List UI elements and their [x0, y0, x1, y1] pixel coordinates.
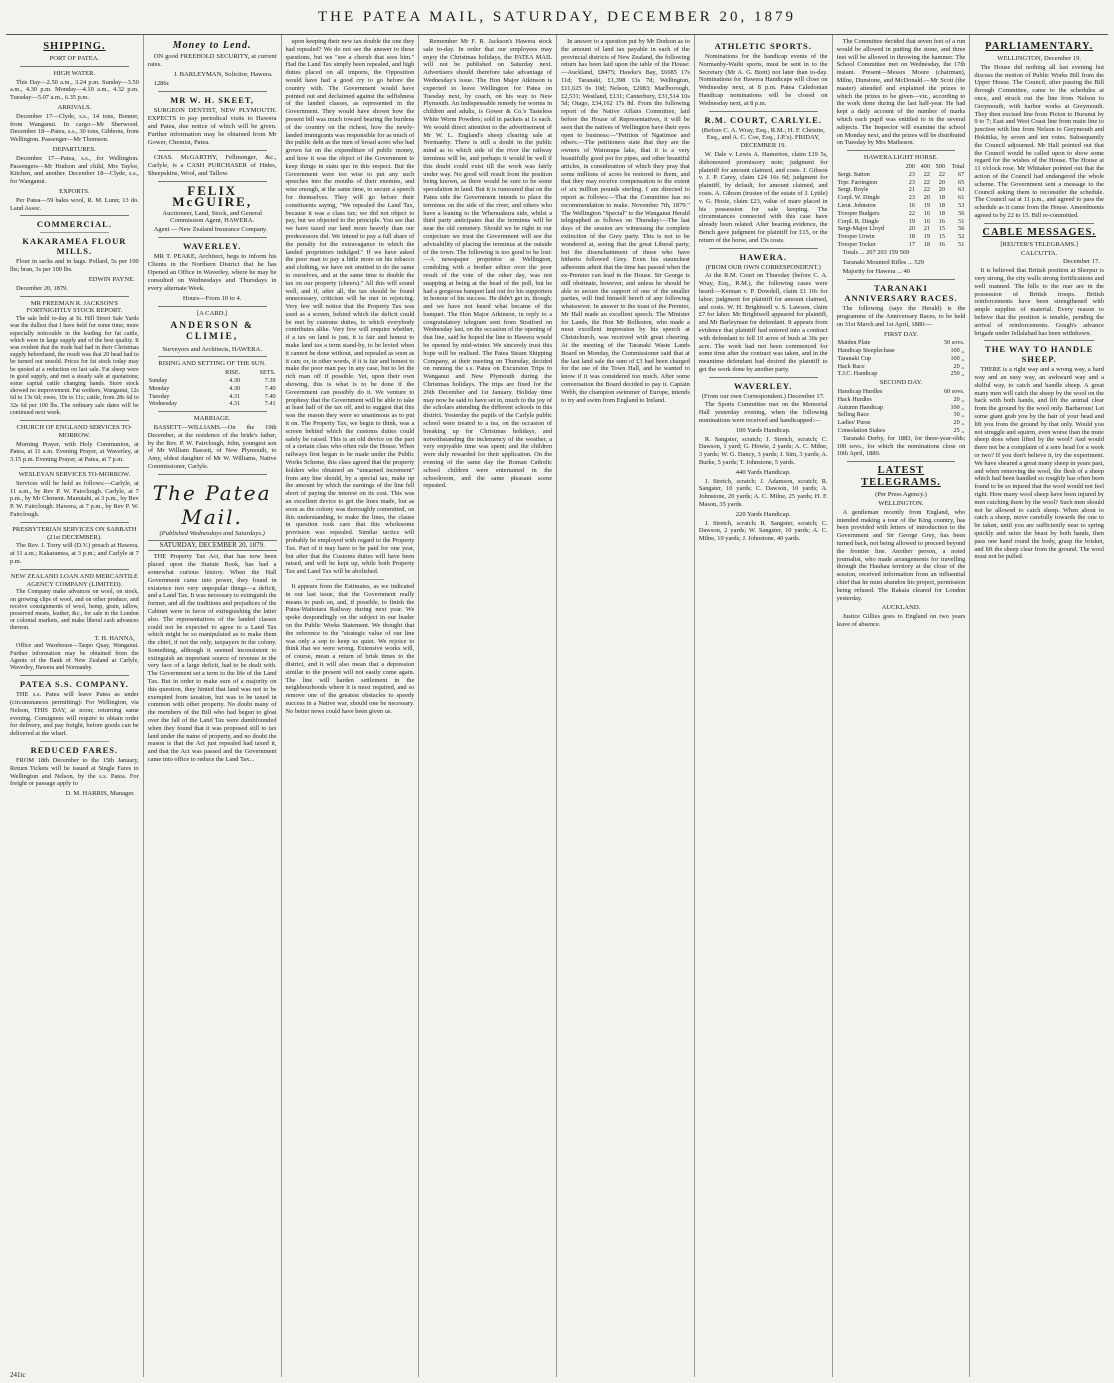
hours-text: Hours—From 10 to 4.: [182, 294, 242, 302]
patea-company-text: THE s.s. Patea will leave Patea as under (circumstances permitting): For Wellington, via Nelson, THIS DAY, at noon; returning same evening. Consignees will require to obtain order for delivery, and pay freight, before goods can be delivered at the wharf.: [10, 691, 139, 738]
table-cell: 61: [958, 194, 965, 202]
sun-col-header: SETS.: [259, 369, 276, 377]
mcgarthy-notice: CHAS. McGARTHY, Fellmonger, &c., Carlyle, is a CASH PURCHASER of Hides, Sheepskins, Wool, and Tallow.: [147, 153, 277, 177]
court-heading: R.M. COURT, CARLYLE.: [704, 114, 822, 125]
departures-text: December 17—Patea, s.s., for Wellington. Passengers—Mr Hudson and child, Mrs Taylor, Kitchen, and another. December 18—Clyde, s.s., for Wanganui.: [10, 154, 139, 186]
peake-text: MR T. PEAKE, Architect, begs to inform his Clients in the Northern District that he has Opened an Office in Waverley, where he may be consulted on Wednesdays and Thursdays in every alternate Week.: [147, 252, 277, 292]
nz-loan-text: The Company make advances on wool, on stock, on growing clips of wool, and on other produce, and receive consignments of wool, hemp, grain, tallow, preserved meats, leather, &c., for sale in the London or colonial markets, and make liberal cash advances thereon.: [10, 589, 139, 632]
race-prize: 25 ,,: [953, 427, 965, 435]
race-prize: 100 ,,: [950, 347, 965, 355]
leader-continued: upon keeping their new tax double the one they had repealed? We do not see the answer to these questions, but we "see a cherub that sees him." Had the Land Tax simply been repealed, and high duties placed on all imports, the Opposition would have had a good cry to go before the country with. The Government would have pointed out and declaimed against the selfishness of the landed classes, as represented in the Government. They would have shown how the present bill was much toward bearing the burdens of the country on the richest, how the newly-landed immigrants was responsible for as much of the public debt as the men of broad acres who had grown fat on the expenditure of public money, and how it was the object of the Government to keep things in statu quo in this respect. But the Government were too wise to put any such speeches into the mouths of their enemies, and wise enough, at the same time, to secure a speech for themselves. They will go before their constituents saying, "We repealed the Land Tax, because it was a class tax; we did not object to pay, but we objected to the principle. You see that we have taxed our land more heavily than our predecessors did. We intend to pay a full share of the penalty for the extravagance in which the landed proprietors indulged." If we have asked the poor man to pay a little more on his tobacco and clothing, we have not omitted to do the same to ourselves, and at the same time to double the tax on our property (cheers)." All this will sound well, and if, after all, the tax should be found unnecessary, criticism will be met in rejoicing. Very few will notice that the Property Tax was used as a screen, behind which the deficit could be met by customs duties, to which everybody contributes alike. Very few will enquire whether, if a tax on land is just, it is fair and honest to make land tax a term stand-by, to be levied when it cannot be done without, and repealed as soon as it can; or, in other words, if it is fair and honest to make the poor man pay in any case, but to let the rich man off if possible. Yet, upon their own showing, this is what is to be done if the Government can possibly do it. We venture to prophesy that the Government will be able to take at least half of the tax off, and to suggest that this was the reason they were so unanimous as to put it on. The Property Tax, we begin to think, was a screen behind which the customs duties could safely be raised. This is an old device on the part of a certain class who often rule the House. When railways first began to be made under the Public Works Scheme, this class agreed that the property holders who obtained an "unearned increment" from any line should, by a special tax, make up the amount by which the earnings of the line fell short of paying the interest on its cost. This was an excellent device to get the lines made, but as soon as the colony was thoroughly committed, on this understanding, to make the lines, the clause in question took care that this wholesome provision was repealed. Similar tactics will probably be employed with regard to the Property Tax. Part of it may have to be paid for one year, but after that the Customs duties will have been raised, and will be kept up, while both Property Tax and Land Tax will be abolished.: [285, 38, 415, 576]
table-row: [837, 179, 966, 187]
race-name: Autumn Handicap: [837, 403, 884, 411]
calcutta-text: It is believed that British position at Sherpur is very strong, the city walls strong fortifications and well manned. The hills to the rear are in the possession of British troops. British reinforcements have been strengthened with ample supplies of material. Every reason to believe that the position is tenable, pending the arrival of reinforcements. Gough's advance brigade under Jellalabad has been withdrawn.: [974, 267, 1104, 337]
table-cell: 16: [938, 217, 945, 225]
race-prize: 100 ,,: [950, 354, 965, 362]
anniversary-heading: TARANAKI ANNIVERSARY RACES.: [844, 283, 958, 304]
race-name: Selling Race: [837, 411, 870, 419]
paper-date: SATURDAY, DECEMBER 20, 1879.: [148, 540, 277, 552]
table-row: [837, 233, 966, 241]
hanna-signature: T. H. HANNA,: [94, 634, 135, 642]
race-name: Handicap Steeplechase: [837, 347, 895, 355]
table-cell: 16: [923, 209, 930, 217]
harris-signature: D. M. HARRIS, Manager.: [65, 790, 135, 798]
felix-agent: Agent — New Zealand Insurance Company.: [153, 226, 268, 234]
sun-set: 7.39: [264, 376, 276, 384]
table-cell: 22: [923, 170, 930, 178]
table-cell: 21: [908, 186, 915, 194]
table-row: [148, 400, 277, 408]
table-row: [837, 194, 966, 202]
table-cell: 63: [958, 186, 965, 194]
money-heading: Money to Lend.: [172, 40, 252, 51]
table-cell: Trooper Budgers: [837, 209, 880, 217]
waverley-heading: WAVERLEY.: [182, 240, 242, 251]
table-cell: 17: [908, 240, 915, 248]
table-cell: 65: [958, 178, 965, 186]
race-name: T.J.C. Handicap: [837, 370, 878, 378]
race-name: Ladies' Purse: [837, 419, 871, 427]
sun-col-header: RISE.: [225, 369, 241, 377]
second-day-heading: SECOND DAY.: [879, 379, 923, 387]
table-cell: Trooper Urwin: [837, 233, 875, 241]
race-prize: 20 ,,: [953, 362, 965, 370]
sun-set: 7.41: [264, 400, 276, 408]
cable-sub: [REUTER'S TELEGRAMS.]: [1000, 240, 1078, 248]
table-row: [837, 388, 966, 396]
table-row: [837, 355, 966, 363]
race-prize: 20 ,,: [953, 419, 965, 427]
parliamentary-text: The House did nothing all last evening but discuss the motion of Public Works Bill from the Upper House. The Council, after passing the Bill through Committee, came to the schedules at once, and struck out the line from Nelson to Greymouth, with harbor works at Greymouth. They then excised line from Picton to Hurunui by 9 to 7; East and West Coast line from main line to junction with line from Nelson to Greymouth and Hokitika, by seven and ten votes. Subsequently the Council adjourned. Mr Hall pointed out that the Council would be called upon to show some regard for the wishes of the House. The House at 11 o'clock rose. Mr Whitaker pointed out that the action of the Council had endangered the whole scheme. The Government sent a message to the Council asking them to reconsider the schedule. The Council sat at 11 p.m., and agreed to pass the schedule as it came from the House. Amendments agreed to by 22 to 15. Bill re-committed.: [974, 63, 1104, 219]
kakaramea-heading: KAKARAMEA FLOUR MILLS.: [22, 236, 127, 257]
column-4: [419, 35, 557, 1377]
table-cell: 23: [908, 178, 915, 186]
reduced-fares-heading: REDUCED FARES.: [30, 744, 119, 755]
latest-telegrams-sub: (Per Press Agency.): [875, 491, 927, 499]
arrivals-heading: ARRIVALS.: [57, 103, 92, 111]
railway-text: It appears from the Estimates, as we indicated in our last issue, that the Government really means to push on, and, if possible, to finish the Patea-Waitotara Railway during next year. We spoke despondingly on the subject in our leader on the Public Works Statement. We thought that the reference to the "strategic value of our line was only a sop to keep us quiet. We rejoice to think that we were wrong. Extensive works will, of course, mean a return of brisk times to the district, and it will also mean that a depression similar to the present will not easily come again. The line will harden settlement in the neighbourhoods where it is most required, and so remove one of the greatest obstacles to speedy success in a Native war, should one be necessary. No better news could have been given us.: [285, 582, 415, 715]
barleyman-signature: J. BARLEYMAN, Solicitor, Hawera.: [173, 71, 273, 78]
table-cell: 19: [908, 217, 915, 225]
cable-heading: CABLE MESSAGES.: [982, 226, 1096, 238]
table-row: [837, 186, 966, 194]
departures-heading: DEPARTURES.: [52, 145, 96, 153]
anniversary-text: The following (says the Herald) is the programme of the Anniversary Races, to be held on 31st March and 1st April, 1880:—: [836, 305, 966, 328]
sun-set: 7.40: [264, 384, 276, 392]
table-cell: Lieut. Johnston: [837, 201, 876, 209]
table-cell: 23: [908, 194, 915, 202]
race-prize: 100 ,,: [950, 403, 965, 411]
target-col-header: 200: [905, 162, 915, 170]
parliamentary-sub: WELLINGTON, December 19.: [997, 55, 1082, 62]
table-cell: 22: [923, 186, 930, 194]
court-subheading: (Before C. A. Wray, Esq., R.M.; H. F. Christie, Esq., and A. C. Coe, Esq., J.P.'s). FRIDAY, DECEMBER 19.: [701, 126, 825, 150]
anderson-text: Surveyors and Architects, HAWERA.: [162, 345, 262, 353]
latest-telegrams-heading: LATEST TELEGRAMS.: [861, 465, 941, 489]
table-cell: 52: [958, 233, 965, 241]
first-day-heading: FIRST DAY.: [883, 330, 918, 338]
table-cell: 15: [938, 225, 945, 233]
paper-subtitle: (Published Wednesdays and Saturdays.): [159, 529, 265, 537]
payne-signature: EDWIN PAYNE.: [88, 275, 135, 283]
table-row: [837, 210, 966, 218]
handicap-100-text: R. Sangster, scratch; J. Stretch, scratch; C. Dawson, 1 yard; G. Howie, 2 yards; A. C. Milne, 3 yards; W. G. Dancy, 3 yards; J. Sim, 3 yards; A. Burke, 5 yards; T. Johnstone, 5 yards.: [698, 435, 828, 467]
table-cell: Sergt. Boyle: [837, 186, 869, 194]
sun-day: Wednesday: [148, 400, 178, 408]
money-text: ON good FREEHOLD SECURITY, at current rates.: [147, 53, 277, 68]
court-text: W. Dale v. Lewis A. Hamerton, claim £19 5s, dishonoured promissory note; judgment for plaintiff for amount claimed, and costs. J. Gibson v. J. P. Carey, claim £24 16s 6d; judgment for plaintiff, by default, for amount claimed, and costs. A. Gibson (trustee of the estate of J. Lyttle) v. G. Hosie, claim £23, value of mare placed in his possession for sale keeping. The circumstances connected with this case have already been related. After hearing evidence, the Bench gave judgment for plaintiff for £15, or the return of the horse, and 15s costs.: [698, 150, 828, 244]
nz-loan-heading: NEW ZEALAND LOAN AND MERCANTILE AGENCY COMPANY (LIMITED).: [10, 572, 139, 588]
table-cell: 16: [923, 217, 930, 225]
target-col-header: 500: [935, 162, 945, 170]
athletic-heading: ATHLETIC SPORTS.: [714, 41, 812, 51]
table-row: [837, 427, 966, 435]
stock-report-text: The sale held to-day at St. Hill Street Sale Yards was the dullest that I have held for some time; more especially noticeable in the leading for fat cattle, which were in large supply and of the best quality. It was evident that the trade had had in their Christmas supply beforehand, the result was that 20 head had to be turned out unsold. Prices for fat stock today may be quoted at a reduction on last sale. Fat sheep were in good supply, and met a steady sale at quotations; some capital cattle changing hands. Store stock showed no improvement. Fat wethers, Wanganui, 12s 6d to 13s 6d; ewes, 10s to 11s; cattle, from 28s 6d to 32s 6d per 100 lbs. The ordinary sale dates will be continued next week.: [10, 316, 139, 416]
wesleyan-text: Services will be held as follows:—Carlyle, at 11 a.m., by Rev P. W. Fairclough. Carlyle, at 7 p.m., by Mr Clement. Manutahi, at 3 p.m., by Rev P. W. Fairclough. Hawera, at 7 p.m., by Rev P. W. Fairclough.: [10, 479, 139, 518]
marriage-heading: MARRIAGE.: [193, 415, 231, 423]
handicap-440-text: J. Stretch, scratch; J. Adamson, scratch; R. Sangster, 10 yards; C. Dawson, 10 yards; A. Johnstone, 20 yards; A. C. Milne, 25 yards; H. F. Mason, 35 yards.: [698, 477, 828, 509]
anderson-heading: ANDERSON & CLIMIE,: [170, 320, 254, 342]
high-water-heading: HIGH WATER.: [53, 69, 96, 77]
table-cell: 22: [923, 178, 930, 186]
waverley-text: The Sports Committee met on the Memorial Hall yesterday evening, when the following nominations were received and handicapped:—: [698, 401, 828, 425]
column-5: [557, 35, 695, 1377]
table-row: [837, 370, 966, 378]
presbyterian-text: The Rev. J. Torry will (D.V.) preach at Hawera, at 11 a.m.; Kakaramea, at 3 p.m.; and Carlyle at 7 p.m.: [10, 542, 139, 565]
sun-table: [148, 369, 277, 408]
table-row: [837, 363, 966, 371]
target-col-header: 400: [920, 162, 930, 170]
table-cell: 18: [938, 209, 945, 217]
race-prize: 20 ,,: [953, 395, 965, 403]
felix-heading: FELIX McGUIRE,: [172, 182, 253, 209]
handicap-440-heading: 440 Yards Handicap.: [735, 468, 791, 476]
race-prize: 30 ,,: [953, 411, 965, 419]
table-cell: 20: [923, 194, 930, 202]
table-row: [837, 225, 966, 233]
table-cell: 20: [938, 178, 945, 186]
arrivals-text: December 17—Clyde, s.s., 14 tons, Bonner, from Wanganui. In cargo—Mr Sherwood. December 18—Patea, s.s., 30 tons, Gibbons, from Wellington. Passenger—Mr Thomson.: [10, 112, 139, 144]
school-text: The Committee decided that seven feet of a run would be allowed in putting the stone, and three feet will be allowed in throwing the hammer. The School Committee met on Wednesday, the 17th instant. Present—Messrs Moore (chairman), Milne, Dunstone, and McDonald.—Mr Scott (the master) attended and explained the prizes to which the prizes to be given—viz., according to the work done during the last half-year. He had kept a daily account of the number of marks which each pupil was entitled to in the several subjects. The Inspector will examine the school on Monday next, and the prizes will be distributed on Tuesday by Mrs Matheson.: [836, 38, 966, 147]
hawera-text: At the R.M. Court on Thursday (before C. A. Wray, Esq., R.M.), the following cases were heard:—Kennan v. P. Dowdell, claim £1 10s for labor; judgment for plaintiff for amount claimed, and costs. W. H. Brightwell v. S. Lawson, claim £7 for labor. Mr Brightwell appeared for plaintiff, and Mr Barleyman for defendant. It appears from evidence that plaintiff had entered into a contract with defendant to fell 10 acres of bush at 30s per acre. The work had not been commenced for some time after the contract was taken, and in the meantime defendant had desired the plaintiff to get the work done by another party.: [698, 272, 828, 373]
handicap-100-heading: 100 Yards Handicap.: [735, 426, 791, 434]
local-news-text: Remember Mr F. R. Jackson's Hawera stock sale to-day. In order that our employees may enjoy the Christmas holidays, the PATEA MAIL will not be published on Saturday next. Advertisers should therefore take advantage of Wednesday's issue. The Hon Major Atkinson is expected to leave Wellington for Patea on Tuesday next, by coach, on his way to New Plymouth. An indispensable remedy for worms in children and adults, is Gower & Co.'s Tasteless White Worm Powders; sold in packets at 1s each. We would direct attention to the advertisement of Mr W. L. England's sheep clearing sale at Normanby. There is still a doubt in the public mind as to which side of the river the railway terminus will be, and perhaps it would be well if this doubt could exist till the work was fairly under way. No good will result from the position being known, as there would be sure to be some speculation in land. But it is rumoured that on the Patea side the Government intends to place the terminus on the side of the river, and others who have a leaning to the Whenuakura side, whilst a third party anticipates that the terminus will be near the old cemetery. Should we be right in our conjecture we trust the Government will see the advisability of placing the terminus at the outside of the town. The following is too good to be lost:—A newspaper proprietor at Wellington, condoling with a brother editor over the poor result of the vote of the other day, was not snapping at being at the head of the poll, but he had a gorgeous banquet laid out for his supporters in honour of his success. He didn't get in, though; and we have not heard what became of the banquet. The Hon Major Atkinson, in reply to a congratulatory telegram sent from Stratford on Wednesday last, on the occasion of the opening of that line, said he hoped the line to Hawera would be opened by mid-winter. We sincerely trust this hope will be realised. The Patea Steam Shipping Company, at their meeting on Thursday, decided on running the s.s. Patea on Excursion Trips to Wanganui and New Plymouth during the Christmas holidays. The trips are fixed for the 26th December and 1st January. Holiday time may now be said to have set in, much to the joy of the scholars attending the different schools in this district. Yesterday the pupils of the Carlyle public school were treated to a tea, on the occasion of breaking up for Christmas holidays, and notwithstanding the inclemency of the weather, a very enjoyable time was spent; and the children were duly rewarded for their application. On the evening of the same day the Roman Catholic school children were entertained in the schoolroom, and the same pleasant scene repeated.: [423, 38, 553, 490]
agent-text: Office and Warehouse—Taupo Quay, Wanganui. Further information may be obtained from the Agents of the Bank of New Zealand at Carlyle, Waverley, Hawera and Normanby.: [10, 643, 139, 671]
money-date: 1286c: [153, 79, 170, 87]
sun-col-header: [148, 369, 208, 377]
table-cell: 18: [908, 233, 915, 241]
race-name: Consolation Stakes: [837, 427, 886, 435]
marriage-text: BASSETT—WILLIAMS.—On the 19th December, at the residence of the bride's father, by the Rev. P. W. Fairclough, John, youngest son of Mr William Bassett, of New Plymouth, to Amy, eldest daughter of Mr W. Williams, Native Commissioner, Carlyle.: [147, 423, 277, 470]
column-6: [695, 35, 833, 1377]
sun-rise: 4.30: [229, 384, 241, 392]
card-label: [A CARD.]: [196, 309, 228, 317]
table-cell: Trooper Tocker: [837, 240, 876, 248]
table-cell: 16: [908, 201, 915, 209]
target-table: [837, 163, 966, 249]
patea-company-heading: PATEA S.S. COMPANY.: [19, 679, 129, 690]
table-cell: 20: [938, 186, 945, 194]
table-row: [837, 396, 966, 404]
wellington-text: A gentleman recently from England, who intended making a tour of the King country, has been provided with letters of introduction to the Government and Sir George Grey, has been turned back, not being allowed to proceed beyond the frontier line. Another person, a noted journalist, who made arrangements for travelling through the Hauhau territory at the close of the session, received information from an influential chief that he must abandon his project, permission being refused. The Rakaia cleared for London yesterday.: [836, 508, 966, 602]
table-cell: Sergt. Sutton: [837, 170, 870, 178]
parliamentary-heading: PARLIAMENTARY.: [985, 41, 1094, 52]
table-row: [148, 393, 277, 401]
sun-heading: RISING AND SETTING OF THE SUN.: [158, 360, 266, 368]
table-cell: Corpl. W. Dingle: [837, 194, 880, 202]
sheep-text: THERE is a right way and a wrong way, a hard way and an easy way, an awkward way and a skilful way, to catch and handle sheep. A great many men will catch the sheep by the wool on the back with both hands, and lift the animal clear from the ground by the wool only. Barbarous! Let some giant grab you by the hair of your head and lift you from the ground by that only. Would you not struggle and squirm, even worse than the mute sheep does when lifted by the wool? And would there not be a complaint of a sore head for a week or two? If you don't believe it, try the experiment. We have sheared a great many sheep in years past, and when removing the wool, the flesh of a sheep which had been handled so roughly has often been found to be so injured that the wool would not feel right. How many wool sheep have been injured by men catching them by the wool? Such men should not be allowed to catch sheep. When about to catch a sheep, move carefully towards the one to be taken, until you are sufficiently near to spring quickly and seize the beast by both hands, then pass one hand round the body, grasp the brisket, and lift the sheep clear from the ground. The wool must not be pulled.: [974, 366, 1104, 561]
table-cell: 16: [938, 240, 945, 248]
wellington-heading: WELLINGTON.: [878, 500, 924, 508]
first-day-table: [837, 339, 966, 378]
exports-text: Per Patea—59 bales wool, R. M. Lunn; 13 do. Land Assoc.: [10, 196, 139, 212]
table-cell: 67: [958, 170, 965, 178]
table-cell: 23: [908, 170, 915, 178]
handicap-220-heading: 220 Yards Handicap.: [735, 510, 791, 518]
table-cell: 51: [958, 240, 965, 248]
parliamentary-news-text: In answer to a question put by Mr Dodson as to the amount of land tax payable in each of the provincial districts of New Zealand, the following return has been laid upon the table of the House:—Auckland, £8475; Hawke's Bay, £6685 17s 11d; Taranaki, £1,398 13s 7d; Wellington, £11,625 0s 10d; Nelson, £2083; Marlborough, £2,531; Westland, £131; Canterbury, £31,514 10s 5d; Otago, £34,162 17s 8d. From the following report of the Native Affairs Committee, laid before the House of Representatives, it will be seen that the natives of Wellington have their eyes open to business:—"Petition of Ngatimoe and others.—The petitioners state that they are the owners of Wairarapa lake, that it is a very beautifully good pot for pipes, and other beautiful articles, in consideration of which they pray that some millions of acres be restored to them, and that they may receive compensation to the extent of six million pounds sterling. I am directed to report as follows:—That the Committee has no recommendation to make. November 7th, 1879." The Wellington "Special" to the Wanganui Herald telegraphed as follows on Thursday:—The last days of the session are witnessing the complete extinction of the Grey party. This is not to be wondered at, seeing that the great Liberal party, but the disenchantment of those who have hitherto followed Grey. Even his staunchest adherents admit that the time has passed when the ex-Premier can lead in the House. Sir George is still obstinate, however, and unless he should be able to secure the support of one of the smaller parties, will find himself bereft of any following whatsoever. In answer to the toast of the Premier, Mr Hall made an excellent speech. The Minister for Lands, the Hon Mr Rolleston, who made a most excellent impression by his speech at Christchurch, was received with great cheering. At the meeting of the Taranaki Waste Lands Board on Monday, the Commissioner said that at the last land sale the sum of £3 had been charged for the use of the Town Hall, and he wanted to know if it was considered too much. After some conversation the Board decided to pay it. Captain Webb, the champion swimmer of Europe, intends to try and swim from England to Ireland.: [561, 38, 690, 404]
table-row: [837, 411, 966, 419]
table-cell: 22: [908, 209, 915, 217]
table-cell: 56: [958, 225, 965, 233]
felix-text: Auctioneer, Land, Stock, and General Commission Agent, HAWERA.: [162, 209, 262, 225]
calcutta-heading: CALCUTTA.: [1021, 249, 1058, 257]
sun-day: Monday: [148, 384, 170, 392]
target-heading: HAWERA LIGHT HORSE.: [863, 154, 939, 162]
auckland-text: Justice Gillies goes to England on two years leave of absence.: [836, 613, 966, 628]
sun-day: Tuesday: [148, 392, 170, 400]
shipping-heading: SHIPPING.: [43, 41, 106, 52]
kakaramea-text: Flour in sacks and in bags. Pollard, 5s per 100 lbs; bran, 3s per 100 lbs.: [10, 258, 139, 274]
sun-rise: 4.31: [229, 392, 241, 400]
derby-text: Taranaki Derby, for 1883, for three-year-olds; 100 sovs., for which the nominations close on 10th April, 1880.: [836, 434, 966, 458]
table-row: [837, 347, 966, 355]
race-prize: 250 ,,: [950, 370, 965, 378]
column-7: [833, 35, 971, 1377]
waverley-news-heading: WAVERLEY.: [734, 380, 793, 391]
majority-line: Majority for Hawera ... 40: [842, 268, 910, 276]
table-cell: Sergt-Major Lloyd: [837, 225, 885, 233]
race-prize: 50 sovs.: [944, 339, 965, 347]
sun-day: Sunday: [148, 376, 168, 384]
race-prize: 60 sovs.: [944, 388, 965, 396]
table-cell: 18: [923, 240, 930, 248]
skeet-heading: MR W. H. SKEET,: [170, 94, 255, 105]
page-masthead: THE PATEA MAIL, SATURDAY, DECEMBER 20, 1879: [317, 9, 797, 25]
paper-title: The Patea Mail.: [152, 480, 272, 529]
target-col-header: [837, 163, 901, 171]
skeet-text: SURGEON DENTIST, NEW PLYMOUTH. EXPECTS to pay periodical visits to Hawera and Patea, due notice of which will be given. Further information may be obtained from Mr Gower, Chemist, Patea.: [147, 106, 277, 146]
page-number: 241tc: [10, 1371, 26, 1379]
table-row: [837, 241, 966, 249]
reduced-fares-text: FROM 18th December to the 15th January, Return Tickets will be issued at Single Fares to Wellington and Nelson, by the s.s. Patea. For freight or passage apply to: [10, 756, 139, 788]
table-cell: 51: [958, 217, 965, 225]
commercial-heading: COMMERCIAL.: [36, 219, 112, 230]
table-row: [837, 339, 966, 347]
column-1: [6, 35, 144, 1377]
second-day-table: [837, 388, 966, 435]
sun-rise: 4.30: [229, 376, 241, 384]
columns: [6, 34, 1108, 1377]
presbyterian-heading: PRESBYTERIAN SERVICES ON SABBATH (21st DECEMBER).: [12, 525, 137, 541]
church-text: Morning Prayer, with Holy Communion, at Patea, at 11 a.m. Evening Prayer, at Waverley, at 3.15 p.m. Evening Prayer, at Patea, at 7 p.m.: [10, 440, 139, 464]
calcutta-date: December 17.: [1063, 258, 1100, 266]
race-name: Maiden Plate: [837, 339, 871, 347]
table-cell: 19: [923, 233, 930, 241]
table-row: [837, 171, 966, 179]
table-cell: Corpl. R. Dingle: [837, 217, 879, 225]
table-cell: 20: [908, 225, 915, 233]
race-name: Hack Hurdles: [837, 395, 872, 403]
table-cell: 21: [923, 225, 930, 233]
stock-report-heading: MR FREEMAN R. JACKSON'S FORTNIGHTLY STOCK REPORT.: [26, 299, 123, 315]
sun-rise: 4.31: [229, 400, 241, 408]
table-row: [837, 218, 966, 226]
table-cell: 18: [938, 194, 945, 202]
totals-line: Totals ... 207 203 159 569: [842, 248, 910, 256]
payne-date: December 20, 1879.: [16, 284, 68, 292]
column-2: [144, 35, 282, 1377]
table-row: [837, 419, 966, 427]
table-cell: 18: [938, 201, 945, 209]
table-row: [148, 385, 277, 393]
port-heading: PORT OF PATEA.: [49, 55, 100, 62]
race-name: Hack Race: [837, 362, 865, 370]
exports-heading: EXPORTS.: [59, 187, 90, 195]
taranaki-total: Taranaki Mounted Rifles ... 529: [842, 258, 924, 266]
leader-text: THE Property Tax Act, that has now been placed upon the Statute Book, has had a somewhat curious history. When the Hall Government came into power, they found in existence two very unpopular things—a deficit, and a Land Tax. It was necessary to extinguish the former, and all the traditions and prejudices of the Cabinet were in favor of extinguishing the latter also. The representatives of the landed classes could not be expected to agree to a Land Tax which might be so manipulated as to make them the chief, if not the only, taxpayers in the colony. Something, although it seemed inconsistent to extinguish an important source of revenue in the very face of a large deficit, had to be dealt with. The Government set a term to the life of the Land Tax. But in order to make sure of a majority on this question, they hinted that land was not to be exempted from taxation, but was to be taxed in common with other property. No doubt many of the members of the Bill who had begun to gloat over the fall of the Land Tax were dumbfounded when they found that it was proposed still to tax land under the name of property, and no doubt the reason is that the Act just repealed had taxed it, and that the Act was passed and the Government came into office to reduce the Land Tax...: [147, 553, 277, 764]
sheep-heading: THE WAY TO HANDLE SHEEP.: [985, 344, 1094, 365]
table-row: [837, 404, 966, 412]
table-cell: 56: [958, 209, 965, 217]
target-col-header: Total: [951, 162, 965, 170]
hawera-subheading: (FROM OUR OWN CORRESPONDENT.): [705, 263, 821, 271]
race-name: Taranaki Cup: [837, 354, 872, 362]
table-cell: 22: [938, 170, 945, 178]
church-heading: CHURCH OF ENGLAND SERVICES TO-MORROW.: [16, 423, 133, 439]
handicap-220-text: J. Stretch, scratch; R. Sangster, scratch; C. Dawson, 2 yards; W. Sangster, 10 yards; A. C. Milne, 10 yards; J. Johnstone, 40 yards.: [698, 519, 828, 543]
wesleyan-heading: WESLEYAN SERVICES TO-MORROW.: [18, 470, 131, 478]
column-3: [282, 35, 420, 1377]
column-8: [970, 35, 1108, 1377]
table-cell: 15: [938, 233, 945, 241]
race-name: Handicap Hurdles: [837, 388, 883, 396]
table-row: [148, 377, 277, 385]
sun-set: 7.40: [264, 392, 276, 400]
waverley-subheading: (From our own Correspondent.) December 17.: [701, 392, 825, 400]
auckland-heading: AUCKLAND.: [881, 604, 921, 612]
table-row: [837, 202, 966, 210]
table-cell: 19: [923, 201, 930, 209]
athletic-text: Nominations for the handicap events of the Normanby-Waihi sports, must be sent in to the Secretary (Mr A. G. Brett) not later than to-day. Nominations for Hawera Handicaps will close on Wednesday next, at 8 p.m. Patea Caledonian Handicap nominations will be closed on Wednesday next, at 8 p.m.: [698, 53, 828, 107]
table-cell: Trpr. Farrington: [837, 178, 878, 186]
table-cell: 53: [958, 201, 965, 209]
hawera-heading: HAWERA.: [739, 251, 787, 262]
tides-text: This Day—2.50 a.m., 3.24 p.m. Sunday—3.50 a.m., 4.30 p.m. Monday—4.10 a.m., 4.32 p.m. Tuesday—5.07 a.m., 6.35 p.m.: [10, 78, 139, 102]
